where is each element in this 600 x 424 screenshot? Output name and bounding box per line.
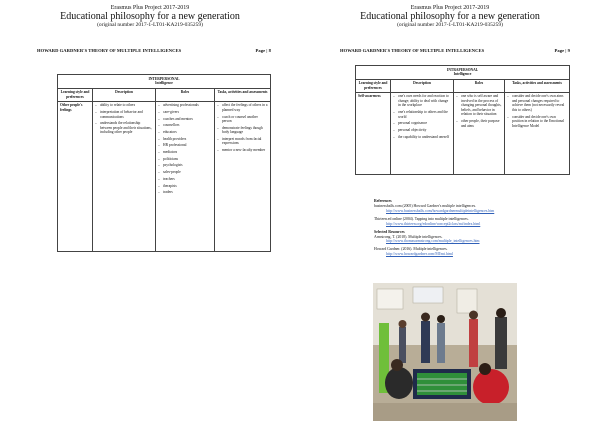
- list-item: – affect the feelings of others in a planned way: [222, 103, 268, 112]
- reference-heading: Selected Resources: [374, 229, 405, 234]
- learning-style-cell: Other people's feelings: [58, 101, 93, 251]
- list-item: – interpretation of behavior and communications: [100, 110, 153, 119]
- reference-link[interactable]: http://www.howardgardner.com/MI/mi.html: [386, 252, 453, 257]
- document-title: Educational philosophy for a new generation: [60, 11, 240, 22]
- column-header: Tasks, activities and assessments: [215, 88, 271, 101]
- reference-link[interactable]: http://www.thirteen.org/edonline/concept2class/mi/index.html: [386, 221, 481, 226]
- list-item: – understands the relationship between people and their situations, including other people: [100, 121, 153, 134]
- list-item: – teachers: [163, 177, 212, 181]
- list-item: – one who is self aware and involved in the process of changing personal thoughts, beliefs, and behavior in relation to their situation: [461, 94, 502, 116]
- list-item: – mentor a new faculty member: [222, 148, 268, 152]
- list-item: – counsellors: [163, 123, 212, 127]
- reference-item: [374, 217, 574, 227]
- column-header: Roles: [156, 88, 215, 101]
- list-item: – personal objectivity: [398, 128, 451, 132]
- list-item: – ability to relate to others: [100, 103, 153, 107]
- document-title: Educational philosophy for a new generation: [360, 11, 540, 22]
- page-number: Page | 8: [255, 48, 271, 53]
- page-header: [0, 5, 300, 29]
- list-item: – health providers: [163, 137, 212, 141]
- list-item: – politicians: [163, 157, 212, 161]
- reference-item: [374, 247, 574, 257]
- column-header: Description: [93, 88, 156, 101]
- list-item: – sales-people: [163, 170, 212, 174]
- learning-style-cell: Self-awareness: [356, 92, 391, 174]
- reference-item: [374, 199, 574, 214]
- column-header: Roles: [454, 79, 505, 92]
- list-item: – consider and decide one's own aims and personal changes required to achieve them (not necessarily reveal this to others): [512, 94, 567, 112]
- project-label: Erasmus Plus Project 2017-2019: [410, 5, 490, 11]
- list-item: – personal cognisance: [398, 121, 451, 125]
- reference-text: Armstrong, T. (2018). Multiple intelligences.: [374, 234, 443, 239]
- column-header: Learning style and preferences: [58, 88, 93, 101]
- page-header: [300, 5, 600, 29]
- references-section: [374, 199, 574, 260]
- classroom-photo-illustration: [373, 283, 517, 421]
- table-caption: INTRAPERSONAL Intelligence: [356, 66, 570, 80]
- original-number: (original number 2017-1-LT01-KA219-035259): [397, 22, 503, 28]
- reference-link[interactable]: http://www.thomasarmstrong.com/multiple_intelligences.htm: [386, 239, 480, 244]
- list-item: – interpret moods from facial expressions: [222, 137, 268, 146]
- roles-cell: [454, 92, 505, 174]
- list-item: – the capability to understand oneself: [398, 135, 451, 139]
- intrapersonal-table: [355, 65, 570, 175]
- list-item: – psychologists: [163, 163, 212, 167]
- list-item: – demonstrate feelings though body language: [222, 126, 268, 135]
- table-caption: INTERPERSONAL Intelligence: [58, 75, 271, 89]
- running-head: [340, 48, 570, 53]
- running-head-text: HOWARD GARDNER'S THEORY OF MULTIPLE INTELLIGENCES: [37, 48, 182, 53]
- tasks-cell: [505, 92, 570, 174]
- tasks-cell: [215, 101, 271, 251]
- running-head-text: HOWARD GARDNER'S THEORY OF MULTIPLE INTELLIGENCES: [340, 48, 485, 53]
- list-item: – consider and decide one's own position in relation to the Emotional Intelligence Model: [512, 115, 567, 128]
- list-item: – advertising professionals: [163, 103, 212, 107]
- description-cell: [93, 101, 156, 251]
- list-item: – one's own needs for and reaction to change; ability to deal with change in the workplace: [398, 94, 451, 107]
- list-item: – coach or counsel another person: [222, 115, 268, 124]
- list-item: – other people, their purpose and aims: [461, 119, 502, 128]
- original-number: (original number 2017-1-LT01-KA219-035259): [97, 22, 203, 28]
- reference-item: [374, 230, 574, 245]
- list-item: – one's relationship to others and the world: [398, 110, 451, 119]
- page-number: Page | 9: [554, 48, 570, 53]
- column-header: Learning style and preferences: [356, 79, 391, 92]
- classroom-photo: [373, 283, 517, 421]
- list-item: – care-givers: [163, 110, 212, 114]
- project-label: Erasmus Plus Project 2017-2019: [110, 5, 190, 11]
- list-item: – traders: [163, 190, 212, 194]
- list-item: – therapists: [163, 184, 212, 188]
- list-item: – coaches and mentors: [163, 117, 212, 121]
- reference-link[interactable]: http://www.businessballs.com/howardgardnermultipleintelligences.htm: [386, 208, 495, 213]
- reference-text: businessballs.com (2005) Howard Gardner's multiple intelligences.: [374, 203, 477, 208]
- column-header: Description: [391, 79, 454, 92]
- running-head: [37, 48, 271, 53]
- column-header: Tasks, activities and assessments: [505, 79, 570, 92]
- reference-heading: References: [374, 199, 392, 203]
- description-cell: [391, 92, 454, 174]
- interpersonal-table: [57, 74, 271, 252]
- reference-text: Howard Gardner. (2016). Multiple intelligences.: [374, 247, 448, 252]
- list-item: – educators: [163, 130, 212, 134]
- roles-cell: [156, 101, 215, 251]
- list-item: – HR professional: [163, 143, 212, 147]
- reference-text: Thirteen.ed online (2004). Tapping into multiple intelligences.: [374, 216, 469, 221]
- list-item: – mediators: [163, 150, 212, 154]
